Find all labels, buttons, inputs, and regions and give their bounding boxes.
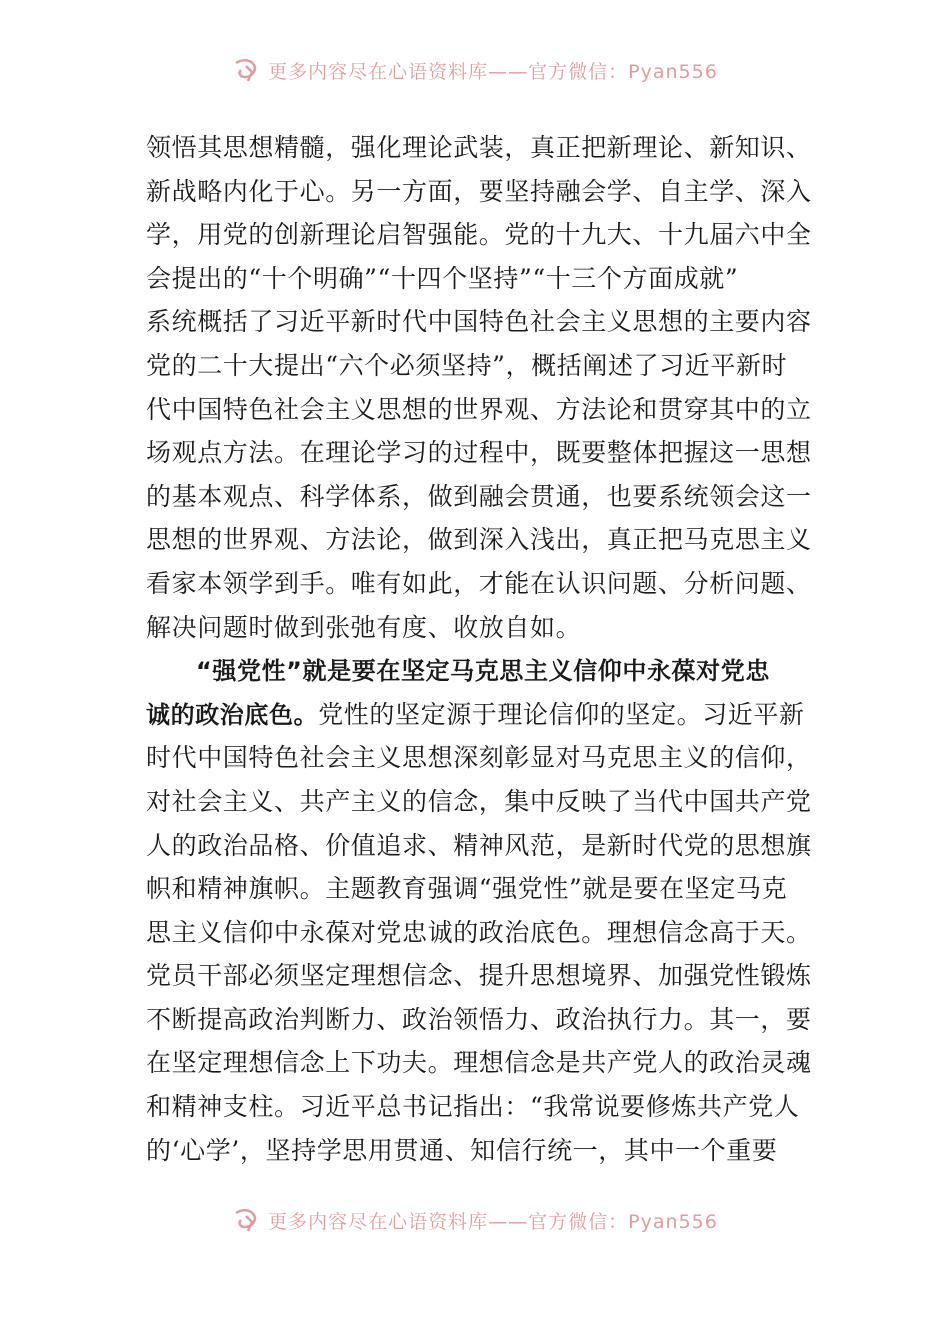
text-line (146, 954, 814, 998)
document-body (146, 126, 814, 1172)
text-line (146, 562, 814, 606)
text-line (146, 431, 814, 475)
text-line (146, 1129, 814, 1173)
body-text: 会提出的“十个明确”“十四个坚持”“十三个方面成就” (146, 263, 739, 293)
text-line (146, 911, 814, 955)
text-line (146, 170, 814, 214)
text-line (146, 475, 814, 519)
text-line (146, 388, 814, 432)
watermark-logo-icon (232, 57, 262, 83)
body-text: 人的政治品格、价值追求、精神风范，是新时代党的思想旗 (146, 830, 812, 860)
body-text: 看家本领学到手。唯有如此，才能在认识问题、分析问题、 (146, 568, 812, 598)
text-line (146, 693, 814, 737)
text-line (146, 780, 814, 824)
body-text: 的‘心学’，坚持学思用贯通、知信行统一，其中一个重要 (146, 1135, 778, 1165)
body-text: 学，用党的创新理论启智强能。党的十九大、十九届六中全 (146, 220, 812, 250)
text-line (146, 824, 814, 868)
body-text: 不断提高政治判断力、政治领悟力、政治执行力。其一，要 (146, 1004, 812, 1034)
text-line (146, 126, 814, 170)
body-text: 场观点方法。在理论学习的过程中，既要整体把握这一思想 (146, 438, 812, 468)
text-line (146, 257, 814, 301)
watermark-text: 更多内容尽在心语资料库——官方微信：Pyan556 (268, 60, 718, 83)
text-line (146, 736, 814, 780)
body-text: 和精神支柱。习近平总书记指出：“我常说要修炼共产党人 (146, 1092, 800, 1122)
watermark-text: 更多内容尽在心语资料库——官方微信：Pyan556 (268, 1210, 718, 1233)
bold-heading-text: “强党性”就是要在坚定马克思主义信仰中永葆对党忠 (196, 657, 770, 686)
body-text: 在坚定理想信念上下功夫。理想信念是共产党人的政治灵魂 (146, 1048, 812, 1078)
body-text: 解决问题时做到张弛有度、收放自如。 (146, 612, 582, 642)
body-text: 党的二十大提出“六个必须坚持”，概括阐述了习近平新时 (146, 350, 788, 380)
text-line (146, 649, 814, 693)
body-text: 党员干部必须坚定理想信念、提升思想境界、加强党性锻炼 (146, 961, 812, 991)
watermark-logo-icon (232, 1207, 262, 1233)
body-text: 对社会主义、共产主义的信念，集中反映了当代中国共产党 (146, 786, 812, 816)
body-text: 代中国特色社会主义思想的世界观、方法论和贯穿其中的立 (146, 394, 812, 424)
header-watermark (0, 55, 950, 85)
body-text: 时代中国特色社会主义思想深刻彰显对马克思主义的信仰， (146, 743, 812, 773)
body-text: 系统概括了习近平新时代中国特色社会主义思想的主要内容 (146, 307, 812, 337)
text-line (146, 518, 814, 562)
text-line (146, 213, 814, 257)
footer-watermark (0, 1205, 950, 1235)
text-line (146, 606, 814, 650)
text-line (146, 300, 814, 344)
bold-heading-text: 诚的政治底色。 (146, 700, 319, 729)
text-line (146, 344, 814, 388)
body-text: 新战略内化于心。另一方面，要坚持融会学、自主学、深入 (146, 176, 812, 206)
body-text: 党性的坚定源于理论信仰的坚定。习近平新 (318, 699, 805, 729)
body-text: 思主义信仰中永葆对党忠诚的政治底色。理想信念高于天。 (146, 917, 812, 947)
body-text: 的基本观点、科学体系，做到融会贯通，也要系统领会这一 (146, 481, 812, 511)
body-text: 思想的世界观、方法论，做到深入浅出，真正把马克思主义 (146, 525, 812, 555)
text-line (146, 1085, 814, 1129)
text-line (146, 1041, 814, 1085)
body-text: 领悟其思想精髓，强化理论武装，真正把新理论、新知识、 (146, 133, 812, 162)
body-text: 帜和精神旗帜。主题教育强调“强党性”就是要在坚定马克 (146, 874, 788, 904)
text-line (146, 867, 814, 911)
text-line (146, 998, 814, 1042)
